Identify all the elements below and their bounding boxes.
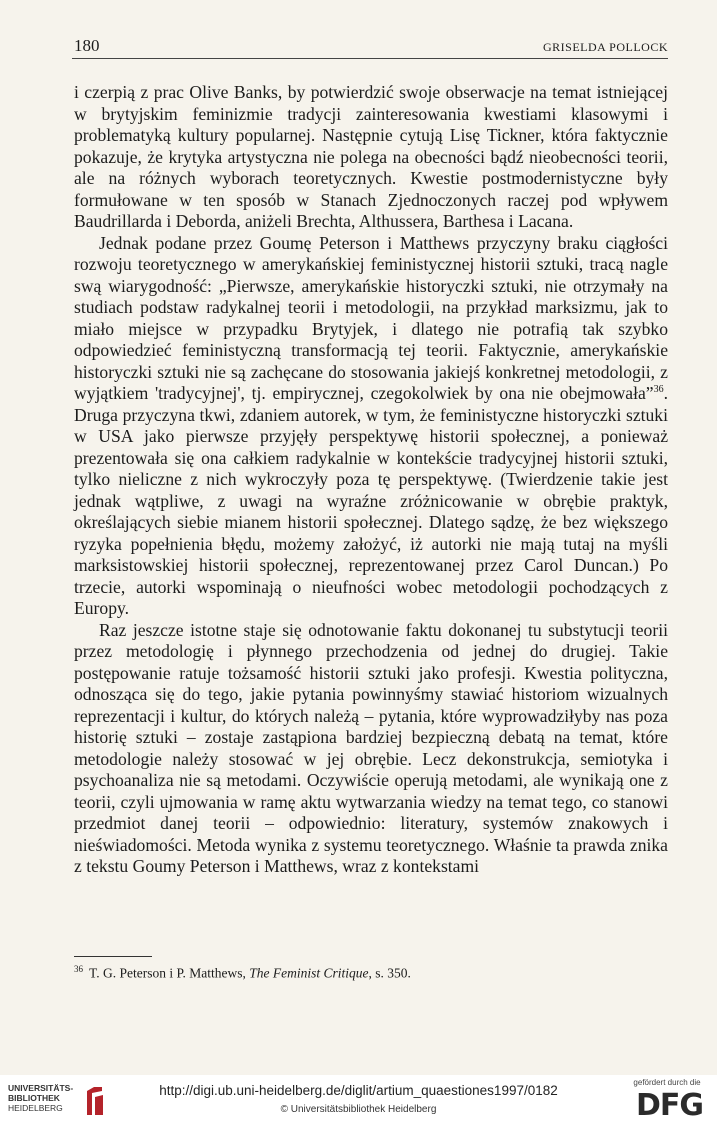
running-head (72, 36, 668, 59)
footer-bar (0, 1075, 717, 1130)
paragraph-3: Raz jeszcze istotne staje się odnotowanie faktu dokonanej tu substytucji teorii przez metodologię i płynnego przechodzenia od jednej do drugiej. Takie postępowanie ratuje tożsamość historii sztuki jako profesji. Kwestia polityczna, odnosząca się do tego, jakie pytania powinnyśmy stawiać historiom wizualnych reprezentacji i kultur, do których należą – pytania, które wyprowadziłyby nas poza historię sztuki – zostaje zastąpiona bardziej bezpieczną debatą na temat, które metodologie należy stosować w jej obrębie. Lecz dekonstrukcja, semiotyka i psychoanaliza nie są metodami. Oczywiście operują metodami, ale wynikają one z teorii, czyli ujmowania w ramę aktu wytwarzania wiedzy na temat tego, co stanowi przedmiot danej teorii – odpowiednio: literatury, systemów znakowych i nieświadomości. Metoda wynika z systemu teoretycznego. Właśnie ta prawda znika z tekstu Goumy Peterson i Matthews, wraz z kontekstami (74, 619, 668, 876)
paragraph-2 (74, 233, 668, 620)
dfg-logo[interactable]: DFG (635, 1088, 703, 1123)
footnote-page: , s. 350. (368, 965, 411, 981)
footnote-divider (74, 956, 152, 957)
paragraph-2-part-b: . Druga przyczyna tkwi, zdaniem autorek, w tym, że feministyczne historyczki sztuki w USA jako pierwsze przyjęły perspektywę historii społecznej, a ponieważ prezentowała się ona całkiem radykalnie w kontekście tradycyjnej historii sztuki, tylko nieliczne z nich wykroczyły poza tę perspektywę. (Twierdzenie takie jest jednak wątpliwe, z uwagi na wyraźne zróżnicowanie w obrębie praktyk, określających siebie mianem historii społecznej. Dlatego sądzę, że bez większego ryzyka popełnienia błędu, możemy założyć, iż autorki nie mają tutaj na myśli marksistowskiej historii społecznej, reprezentowanej przez Carol Duncan.) Po trzecie, autorki wspominają o nieufności wobec metodologii pochodzących z Europy. (74, 383, 668, 618)
library-name-line-2: BIBLIOTHEK (8, 1093, 60, 1103)
page-number: 180 (74, 36, 100, 55)
footnote (74, 960, 668, 983)
funding-note: gefördert durch die (633, 1078, 701, 1087)
library-name-line-3: HEIDELBERG (8, 1103, 63, 1113)
footnote-reference[interactable]: 36 (653, 384, 664, 396)
footnote-text: T. G. Peterson i P. Matthews, (89, 965, 250, 981)
body-text (74, 82, 668, 878)
library-name-line-1: UNIVERSITÄTS- (8, 1083, 74, 1093)
running-author: GRISELDA POLLOCK (542, 40, 668, 54)
source-url-link[interactable]: http://digi.ub.uni-heidelberg.de/diglit/artium_quaestiones1997/0182 (159, 1083, 558, 1098)
paragraph-1: i czerpią z prac Olive Banks, by potwierdzić swoje obserwacje na temat istniejącej w brytyjskim feminizmie tradycji zainteresowania kwestiami klasowymi i problematyką kultury popularnej. Następnie cytują Lisę Tickner, która faktycznie pokazuje, że krytyka artystyczna nie polega na obecności bądź nieobecności teorii, ale na różnych wyborach teoretycznych. Kwestie postmodernistyczne były formułowane w ten sposób w Stanach Zjednoczonych raczej pod wpływem Baudrillarda i Deborda, aniżeli Brechta, Althussera, Barthesa i Lacana. (74, 82, 668, 231)
copyright-notice: © Universitätsbibliothek Heidelberg (280, 1104, 437, 1115)
footnote-title: The Feminist Critique (249, 965, 369, 981)
paragraph-2-part-a: Jednak podane przez Goumę Peterson i Matthews przyczyny braku ciągłości rozwoju teoretycznego w amerykańskiej feministycznej historii sztuki, tracą nagle swą wiarygodność: „Pierwsze, amerykańskie historyczki sztuki, nie otrzymały na studiach podstaw radykalnej teorii i metodologii, na przykład marksizmu, jak to miało miejsce w przypadku Brytyjek, i dlatego nie potrafią tak szybko odpowiedzieć feministyczną transformacją tej teorii. Faktycznie, amerykańskie historyczki sztuki nie są zachęcane do stosowania jakiejś konkretnej metodologii, z wyjątkiem 'tradycyjnej', tj. empirycznej, czegokolwiek by ona nie obejmowała” (74, 232, 668, 403)
footnote-number: 36 (74, 964, 83, 974)
